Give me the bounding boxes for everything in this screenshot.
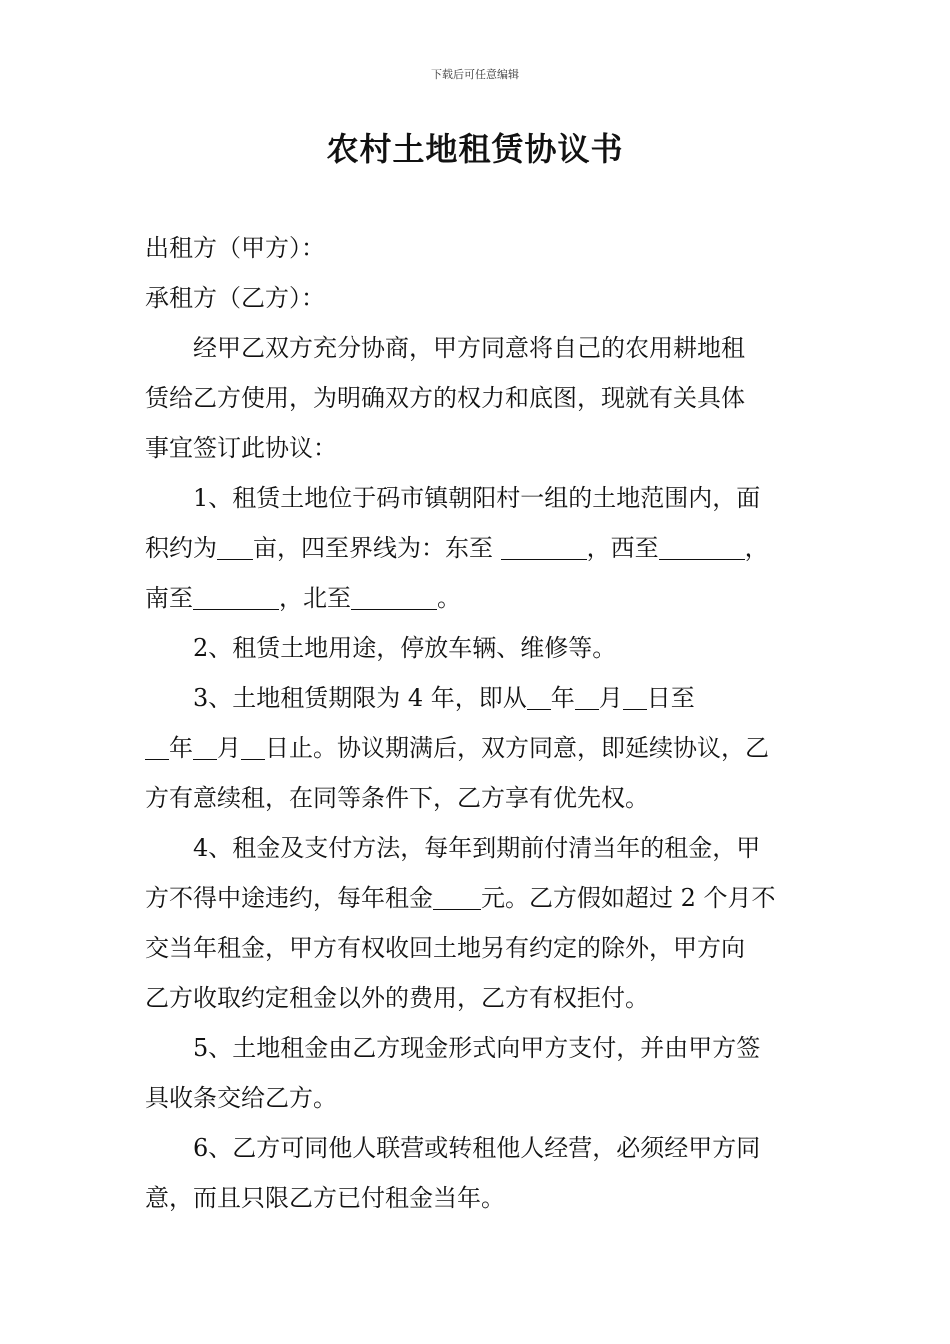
clause-1-text: ，: [744, 534, 769, 562]
clause-3-text: 月: [217, 734, 241, 762]
clause-4-text: 元。乙方假如超过 2 个月不: [481, 884, 776, 912]
east-boundary-blank: [501, 533, 587, 560]
lessor-line: 出租方（甲方）：: [145, 234, 325, 262]
clause-1-line-3: [145, 573, 810, 623]
clause-4-text: 方不得中途违约，每年租金: [145, 884, 433, 912]
rent-amount-blank: [433, 883, 481, 910]
clause-4-line-4: 乙方收取约定租金以外的费用，乙方有权拒付。: [145, 984, 649, 1012]
south-boundary-blank: [193, 583, 279, 610]
clause-1-line-1: 1、租赁土地位于码市镇朝阳村一组的土地范围内，面: [193, 484, 761, 512]
preamble-line-1: 经甲乙双方充分协商，甲方同意将自己的农用耕地租: [193, 334, 745, 362]
preamble-line-2: 赁给乙方使用，为明确双方的权力和底图，现就有关具体: [145, 384, 745, 412]
end-day-blank: [241, 733, 265, 760]
clause-3-line-2: [145, 723, 810, 773]
clause-3-text: 月: [598, 684, 623, 712]
end-year-blank: [145, 733, 169, 760]
clause-6-line-1: 6、乙方可同他人联营或转租他人经营，必须经甲方同: [193, 1134, 761, 1162]
clause-1-line-2: [145, 523, 810, 573]
clause-4-line-1: 4、租金及支付方法，每年到期前付清当年的租金，甲: [193, 834, 761, 862]
clause-1-text: 。: [437, 584, 461, 612]
clause-3-text: 3、土地租赁期限为 4 年，即从: [193, 684, 527, 712]
header-note: 下载后可任意编辑: [431, 68, 519, 81]
clause-1-text: 亩，四至界线为：东至: [253, 534, 501, 562]
area-blank: [217, 533, 253, 560]
clause-3-text: 日止。协议期满后，双方同意，即延续协议，乙: [265, 734, 769, 762]
clause-1-text: ，西至: [586, 534, 659, 562]
clause-5-line-1: 5、土地租金由乙方现金形式向甲方支付，并由甲方签: [193, 1034, 761, 1062]
start-month-blank: [575, 683, 599, 710]
clause-2-line-1: 2、租赁土地用途，停放车辆、维修等。: [193, 634, 617, 662]
clause-4-line-3: 交当年租金，甲方有权收回土地另有约定的除外，甲方向: [145, 934, 745, 962]
west-boundary-blank: [659, 533, 745, 560]
clause-4-line-2: [145, 873, 810, 923]
clause-5-line-2: 具收条交给乙方。: [145, 1084, 337, 1112]
start-day-blank: [623, 683, 647, 710]
clause-1-text: ，北至: [279, 584, 351, 612]
end-month-blank: [193, 733, 217, 760]
preamble-line-3: 事宜签订此协议：: [145, 434, 337, 462]
clause-3-line-3: 方有意续租，在同等条件下，乙方享有优先权。: [145, 784, 649, 812]
clause-3-text: 日至: [646, 684, 695, 712]
clause-1-text: 南至: [145, 584, 193, 612]
start-year-blank: [527, 683, 551, 710]
lessee-line: 承租方（乙方）：: [145, 284, 325, 312]
document-body: [145, 223, 810, 1223]
document-title: 农村土地租赁协议书: [326, 130, 624, 168]
clause-3-line-1: [145, 673, 810, 723]
north-boundary-blank: [351, 583, 437, 610]
clause-6-line-2: 意，而且只限乙方已付租金当年。: [145, 1184, 505, 1212]
clause-3-text: 年: [169, 734, 193, 762]
clause-3-text: 年: [550, 684, 575, 712]
clause-1-text: 积约为: [145, 534, 217, 562]
